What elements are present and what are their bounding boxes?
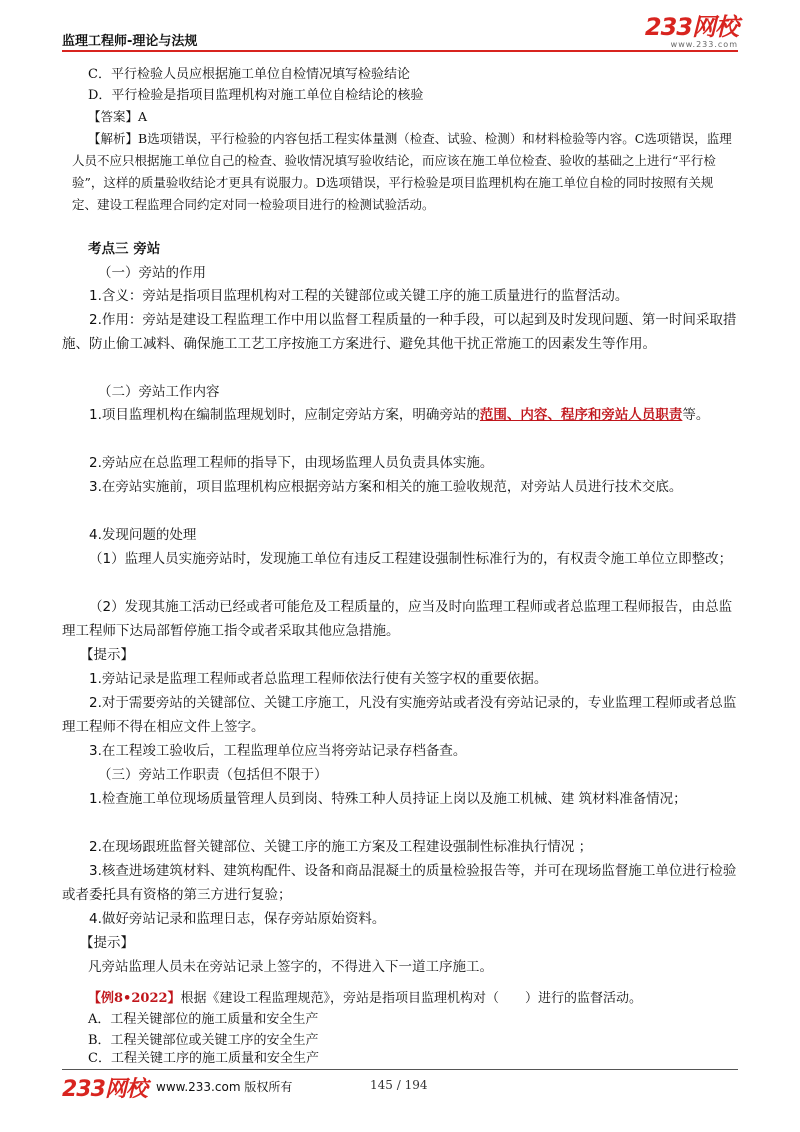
analysis-tag: 【解析】 — [88, 131, 139, 146]
para-function: 2.作用：旁站是建设工程监理工作中用以监督工程质量的一种手段，可以起到及时发现问题、第一时间采取措施、防止偷工减料、确保施工工艺工序按施工方案进行、避免其他干扰正常施工的因素发生等作用。 — [62, 312, 737, 352]
brand-logo — [645, 14, 738, 49]
example-option-c: C．工程关键工序的施工质量和安全生产 — [88, 1051, 319, 1066]
answer-label: 【答案】A — [88, 109, 148, 124]
example-stem: 根据《建设工程监理规范》，旁站是指项目监理机构对（ ）进行的监督活动。 — [180, 991, 643, 1006]
header-title: 监理工程师-理论与法规 — [62, 34, 198, 49]
para-content-3: 3.在旁站实施前，项目监理机构应根据旁站方案和相关的施工验收规范，对旁站人员进行技术交底。 — [89, 479, 683, 495]
para-content-1-a: 1.项目监理机构在编制监理规划时，应制定旁站方案，明确旁站的 — [89, 407, 480, 423]
duty-3: 3.核查进场建筑材料、建筑构配件、设备和商品混凝土的质量检验报告等，并可在现场监督施工单位进行检验或者委托具有资格的第三方进行复验； — [62, 863, 737, 903]
logo-text: 233网校 — [644, 13, 738, 41]
footer-copyright: www.233.com 版权所有 — [156, 1080, 293, 1094]
example-tag: 【例8•2022】 — [88, 991, 181, 1006]
section-title: 考点三 旁站 — [88, 241, 161, 257]
para-problem-2: （2）发现其施工活动已经或者可能危及工程质量的，应当及时向监理工程师或者总监理工程师报告，由总监理工程师下达局部暂停施工指令或者采取其他应急措施。 — [62, 599, 733, 639]
tip-label-1: 【提示】 — [80, 647, 134, 663]
tip-2: 2.对于需要旁站的关键部位、关键工序施工，凡没有实施旁站或者没有旁站记录的，专业监理工程师或者总监理工程师不得在相应文件上签字。 — [62, 695, 737, 735]
logo-url: www.233.com — [670, 40, 738, 49]
subsection-3: （三）旁站工作职责（包括但不限于） — [98, 767, 328, 783]
option-c: C．平行检验人员应根据施工单位自检情况填写检验结论 — [88, 67, 410, 82]
subsection-2: （二）旁站工作内容 — [98, 384, 220, 400]
example-question — [88, 988, 738, 1009]
example-option-a: A．工程关键部位的施工质量和安全生产 — [88, 1012, 319, 1027]
page-number: 145 / 194 — [370, 1078, 428, 1092]
para-problem-1: （1）监理人员实施旁站时，发现施工单位有违反工程建设强制性标准行为的，有权责令施工单位立即整改； — [89, 551, 733, 567]
duty-4: 4.做好旁站记录和监理日志，保存旁站原始资料。 — [89, 911, 386, 927]
tip-label-2: 【提示】 — [80, 935, 134, 951]
tip-4: 凡旁站监理人员未在旁站记录上签字的，不得进入下一道工序施工。 — [88, 959, 493, 975]
analysis-text: B选项错误，平行检验的内容包括工程实体量测（检查、试验、检测）和材料检验等内容。C选项错误，监理人员不应只根据施工单位自己的检查、验收情况填写验收结论，而应该在施工单位检查、验收的基础之上进行“平行检验”，这样的质量验收结论才更具有说服力。D选项错误，平行检验是项目监理机构在施工单位自检的同时按照有关规定、建设工程监理合同约定对同一检验项目进行的检测试验活动。 — [72, 131, 732, 212]
option-d: D．平行检验是指项目监理机构对施工单位自检结论的核验 — [88, 88, 424, 103]
para-content-1 — [62, 403, 738, 427]
tip-1: 1.旁站记录是监理工程师或者总监理工程师依法行使有关签字权的重要依据。 — [89, 671, 548, 687]
duty-2: 2.在现场跟班监督关键部位、关键工序的施工方案及工程建设强制性标准执行情况 ； — [89, 839, 593, 855]
answer-analysis — [72, 128, 738, 216]
para-problem-handling: 4.发现问题的处理 — [89, 527, 197, 543]
example-option-b: B．工程关键部位或关键工序的安全生产 — [88, 1033, 319, 1048]
para-content-2: 2.旁站应在总监理工程师的指导下，由现场监理人员负责具体实施。 — [89, 455, 494, 471]
duty-1: 1.检查施工单位现场质量管理人员到岗、特殊工种人员持证上岗以及施工机械、建 筑材料准备情况； — [89, 791, 687, 807]
footer-logo: 233网校 — [62, 1077, 147, 1102]
highlight-scope: 范围、内容、程序和旁站人员职责 — [479, 407, 683, 423]
header-rule — [62, 50, 738, 52]
footer-rule — [62, 1069, 738, 1070]
subsection-1: （一）旁站的作用 — [98, 265, 206, 281]
para-content-1-b: 等。 — [682, 407, 710, 423]
para-definition: 1.含义：旁站是指项目监理机构对工程的关键部位或关键工序的施工质量进行的监督活动。 — [89, 288, 629, 304]
tip-3: 3.在工程竣工验收后，工程监理单位应当将旁站记录存档备查。 — [89, 743, 467, 759]
